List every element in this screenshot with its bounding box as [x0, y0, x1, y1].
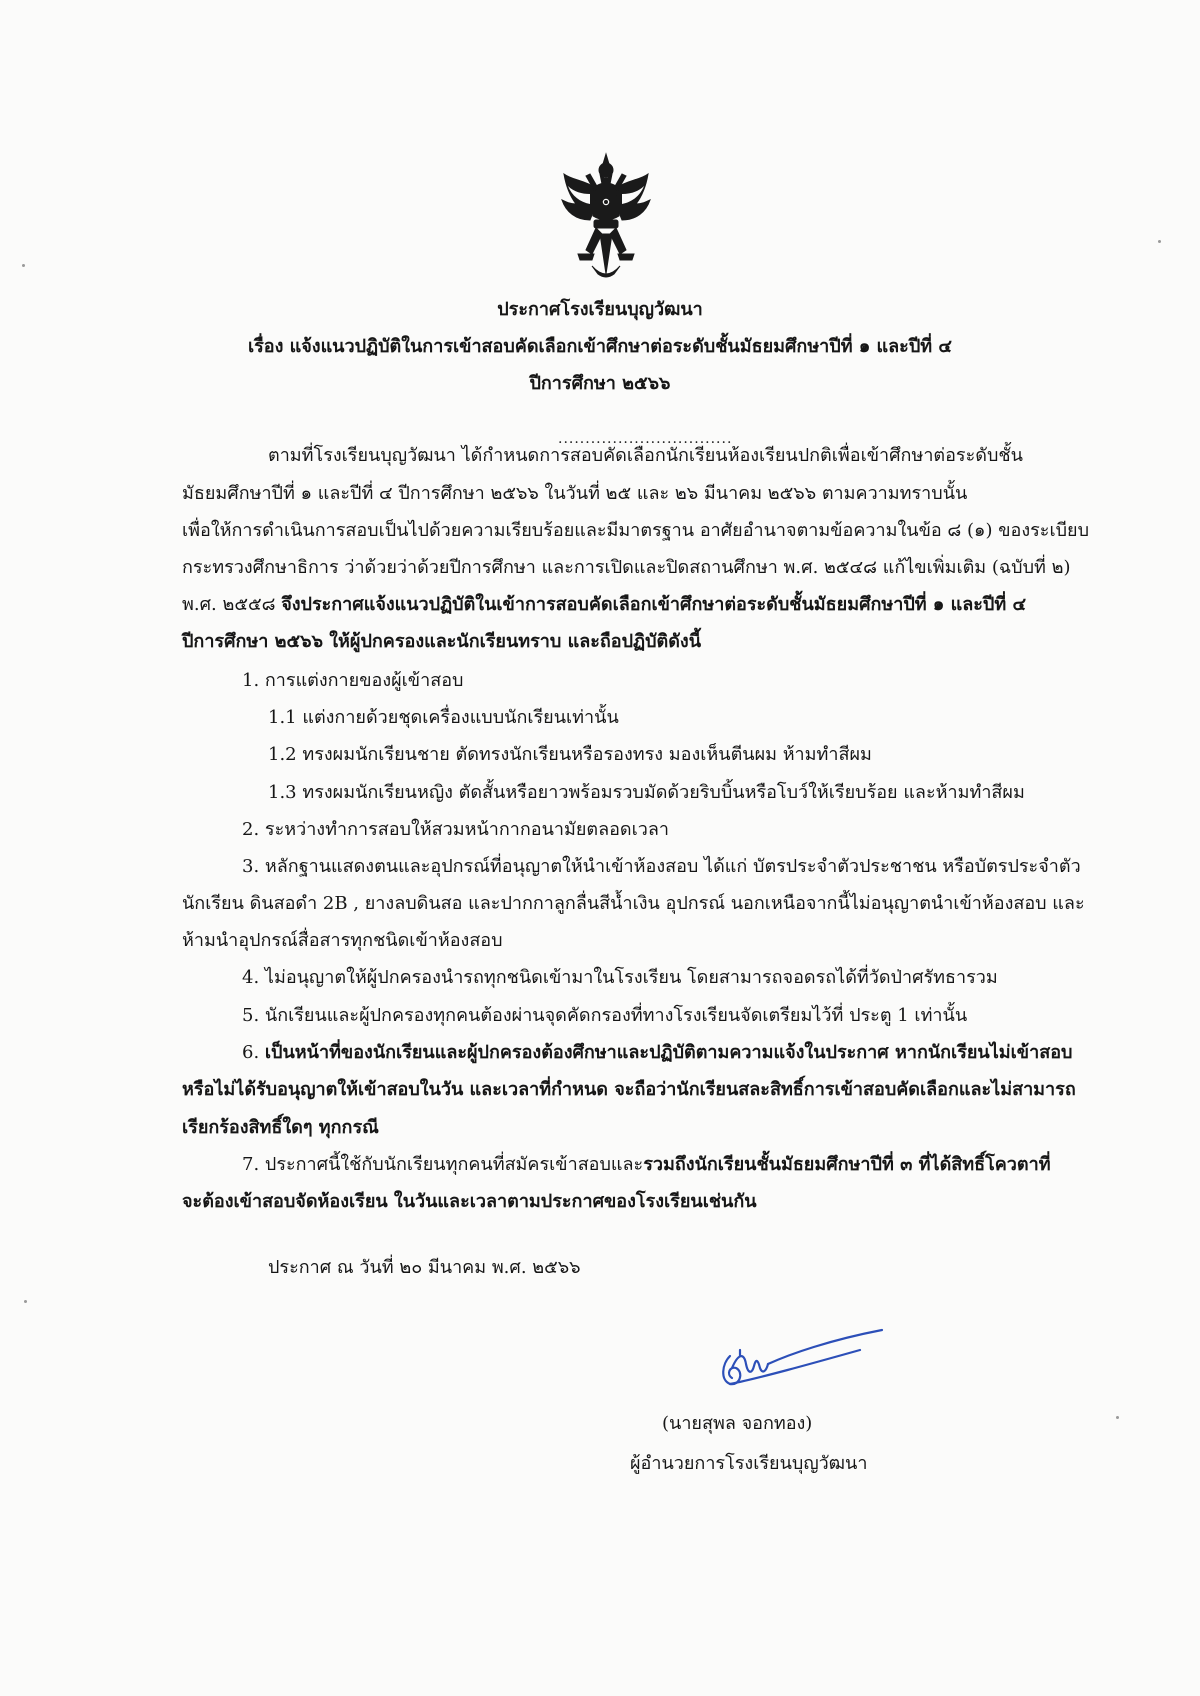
- announcement-issuer: ประกาศโรงเรียนบุญวัฒนา: [497, 299, 703, 320]
- announcement-subject: เรื่อง แจ้งแนวปฏิบัติในการเข้าสอบคัดเลือกเข้าศึกษาต่อระดับชั้นมัธยมศึกษาปีที่ ๑ และปีที่ ๔: [247, 336, 953, 357]
- intro-line-2: มัธยมศึกษาปีที่ ๑ และปีที่ ๔ ปีการศึกษา ๒๕๖๖ ในวันที่ ๒๕ และ ๒๖ มีนาคม ๒๕๖๖ ตามความทราบนั้น: [182, 483, 968, 504]
- item-7-line-1: [242, 1153, 1051, 1177]
- intro-line-1: ตามที่โรงเรียนบุญวัฒนา ได้กำหนดการสอบคัดเลือกนักเรียนห้องเรียนปกติเพื่อเข้าศึกษาต่อระดับชั้น: [268, 445, 1023, 466]
- item-1-dress-code: 1. การแต่งกายของผู้เข้าสอบ: [242, 670, 464, 691]
- item-7-line-2: จะต้องเข้าสอบจัดห้องเรียน ในวันและเวลาตามประกาศของโรงเรียนเช่นกัน: [182, 1191, 757, 1212]
- garuda-emblem-icon: [556, 150, 656, 285]
- intro-line-4: กระทรวงศึกษาธิการ ว่าด้วยว่าด้วยปีการศึกษา และการเปิดและปิดสถานศึกษา พ.ศ. ๒๕๔๘ แก้ไขเพิ่มเติม (ฉบับที่ ๒): [182, 557, 1071, 578]
- intro-line-3: เพื่อให้การดำเนินการสอบเป็นไปด้วยความเรียบร้อยและมีมาตรฐาน อาศัยอำนาจตามข้อความในข้อ ๘ (๑) ของระเบียบ: [182, 520, 1090, 541]
- scan-speck: [24, 1300, 27, 1303]
- scan-speck: [22, 264, 25, 267]
- item-7-prefix: 7. ประกาศนี้ใช้กับนักเรียนทุกคนที่สมัครเข้าสอบและ: [242, 1154, 644, 1175]
- intro-line-6: ปีการศึกษา ๒๕๖๖ ให้ผู้ปกครองและนักเรียนทราบ และถือปฏิบัติดังนี้: [182, 631, 702, 652]
- intro-year-prefix: พ.ศ. ๒๕๕๘: [182, 594, 282, 615]
- header-separator: ................................: [558, 431, 733, 447]
- intro-directive-bold: จึงประกาศแจ้งแนวปฏิบัติในเข้าการสอบคัดเลือกเข้าศึกษาต่อระดับชั้นมัธยมศึกษาปีที่ ๑ และปีที่ ๔: [281, 594, 1027, 615]
- signatory-name: (นายสุพล จอกทอง): [662, 1413, 813, 1434]
- item-5-screening: 5. นักเรียนและผู้ปกครองทุกคนต้องผ่านจุดคัดกรองที่ทางโรงเรียนจัดเตรียมไว้ที่ ประตู 1 เท่านั้น: [242, 1005, 968, 1026]
- item-6-line-2: หรือไม่ได้รับอนุญาตให้เข้าสอบในวัน และเวลาที่กำหนด จะถือว่านักเรียนสละสิทธิ์การเข้าสอบคัดเลือกและไม่สามารถ: [182, 1079, 1076, 1100]
- handwritten-signature: [700, 1324, 890, 1394]
- item-3-line-1: 3. หลักฐานแสดงตนและอุปกรณ์ที่อนุญาตให้นำเข้าห้องสอบ ได้แก่ บัตรประจำตัวประชาชน หรือบัตรประจำตัว: [242, 856, 1081, 877]
- scan-speck: [1158, 240, 1161, 243]
- intro-line-5: [182, 593, 1026, 617]
- announcement-academic-year: ปีการศึกษา ๒๕๖๖: [529, 373, 671, 394]
- item-3-line-2: นักเรียน ดินสอดำ 2B , ยางลบดินสอ และปากกาลูกลื่นสีน้ำเงิน อุปกรณ์ นอกเหนือจากนี้ไม่อนุญาตนำเข้าห้องสอบ และ: [182, 893, 1085, 914]
- item-1-2-boys-hair: 1.2 ทรงผมนักเรียนชาย ตัดทรงนักเรียนหรือรองทรง มองเห็นตีนผม ห้ามทำสีผม: [268, 744, 872, 765]
- item-1-3-girls-hair: 1.3 ทรงผมนักเรียนหญิง ตัดสั้นหรือยาวพร้อมรวบมัดด้วยริบบิ้นหรือโบว์ให้เรียบร้อย และห้ามทำสีผม: [268, 782, 1025, 803]
- signatory-position: ผู้อำนวยการโรงเรียนบุญวัฒนา: [630, 1453, 868, 1474]
- item-6-line-1: [242, 1041, 1072, 1065]
- item-2-mask: 2. ระหว่างทำการสอบให้สวมหน้ากากอนามัยตลอดเวลา: [242, 819, 670, 840]
- item-1-1-uniform: 1.1 แต่งกายด้วยชุดเครื่องแบบนักเรียนเท่านั้น: [268, 707, 619, 728]
- item-6-number: 6.: [242, 1042, 265, 1063]
- item-7-text-bold: รวมถึงนักเรียนชั้นมัธยมศึกษาปีที่ ๓ ที่ได้สิทธิ์โควตาที่: [643, 1154, 1051, 1175]
- announcement-date: ประกาศ ณ วันที่ ๒๐ มีนาคม พ.ศ. ๒๕๖๖: [268, 1257, 581, 1278]
- item-3-line-3: ห้ามนำอุปกรณ์สื่อสารทุกชนิดเข้าห้องสอบ: [182, 930, 503, 951]
- scan-speck: [1116, 1416, 1119, 1419]
- item-4-parking: 4. ไม่อนุญาตให้ผู้ปกครองนำรถทุกชนิดเข้ามาในโรงเรียน โดยสามารถจอดรถได้ที่วัดป่าศรัทธารวม: [242, 967, 998, 988]
- item-6-text-bold: เป็นหน้าที่ของนักเรียนและผู้ปกครองต้องศึกษาและปฏิบัติตามความแจ้งในประกาศ หากนักเรียนไม่เข้าสอบ: [264, 1042, 1073, 1063]
- item-6-line-3: เรียกร้องสิทธิ์ใดๆ ทุกกรณี: [182, 1117, 379, 1138]
